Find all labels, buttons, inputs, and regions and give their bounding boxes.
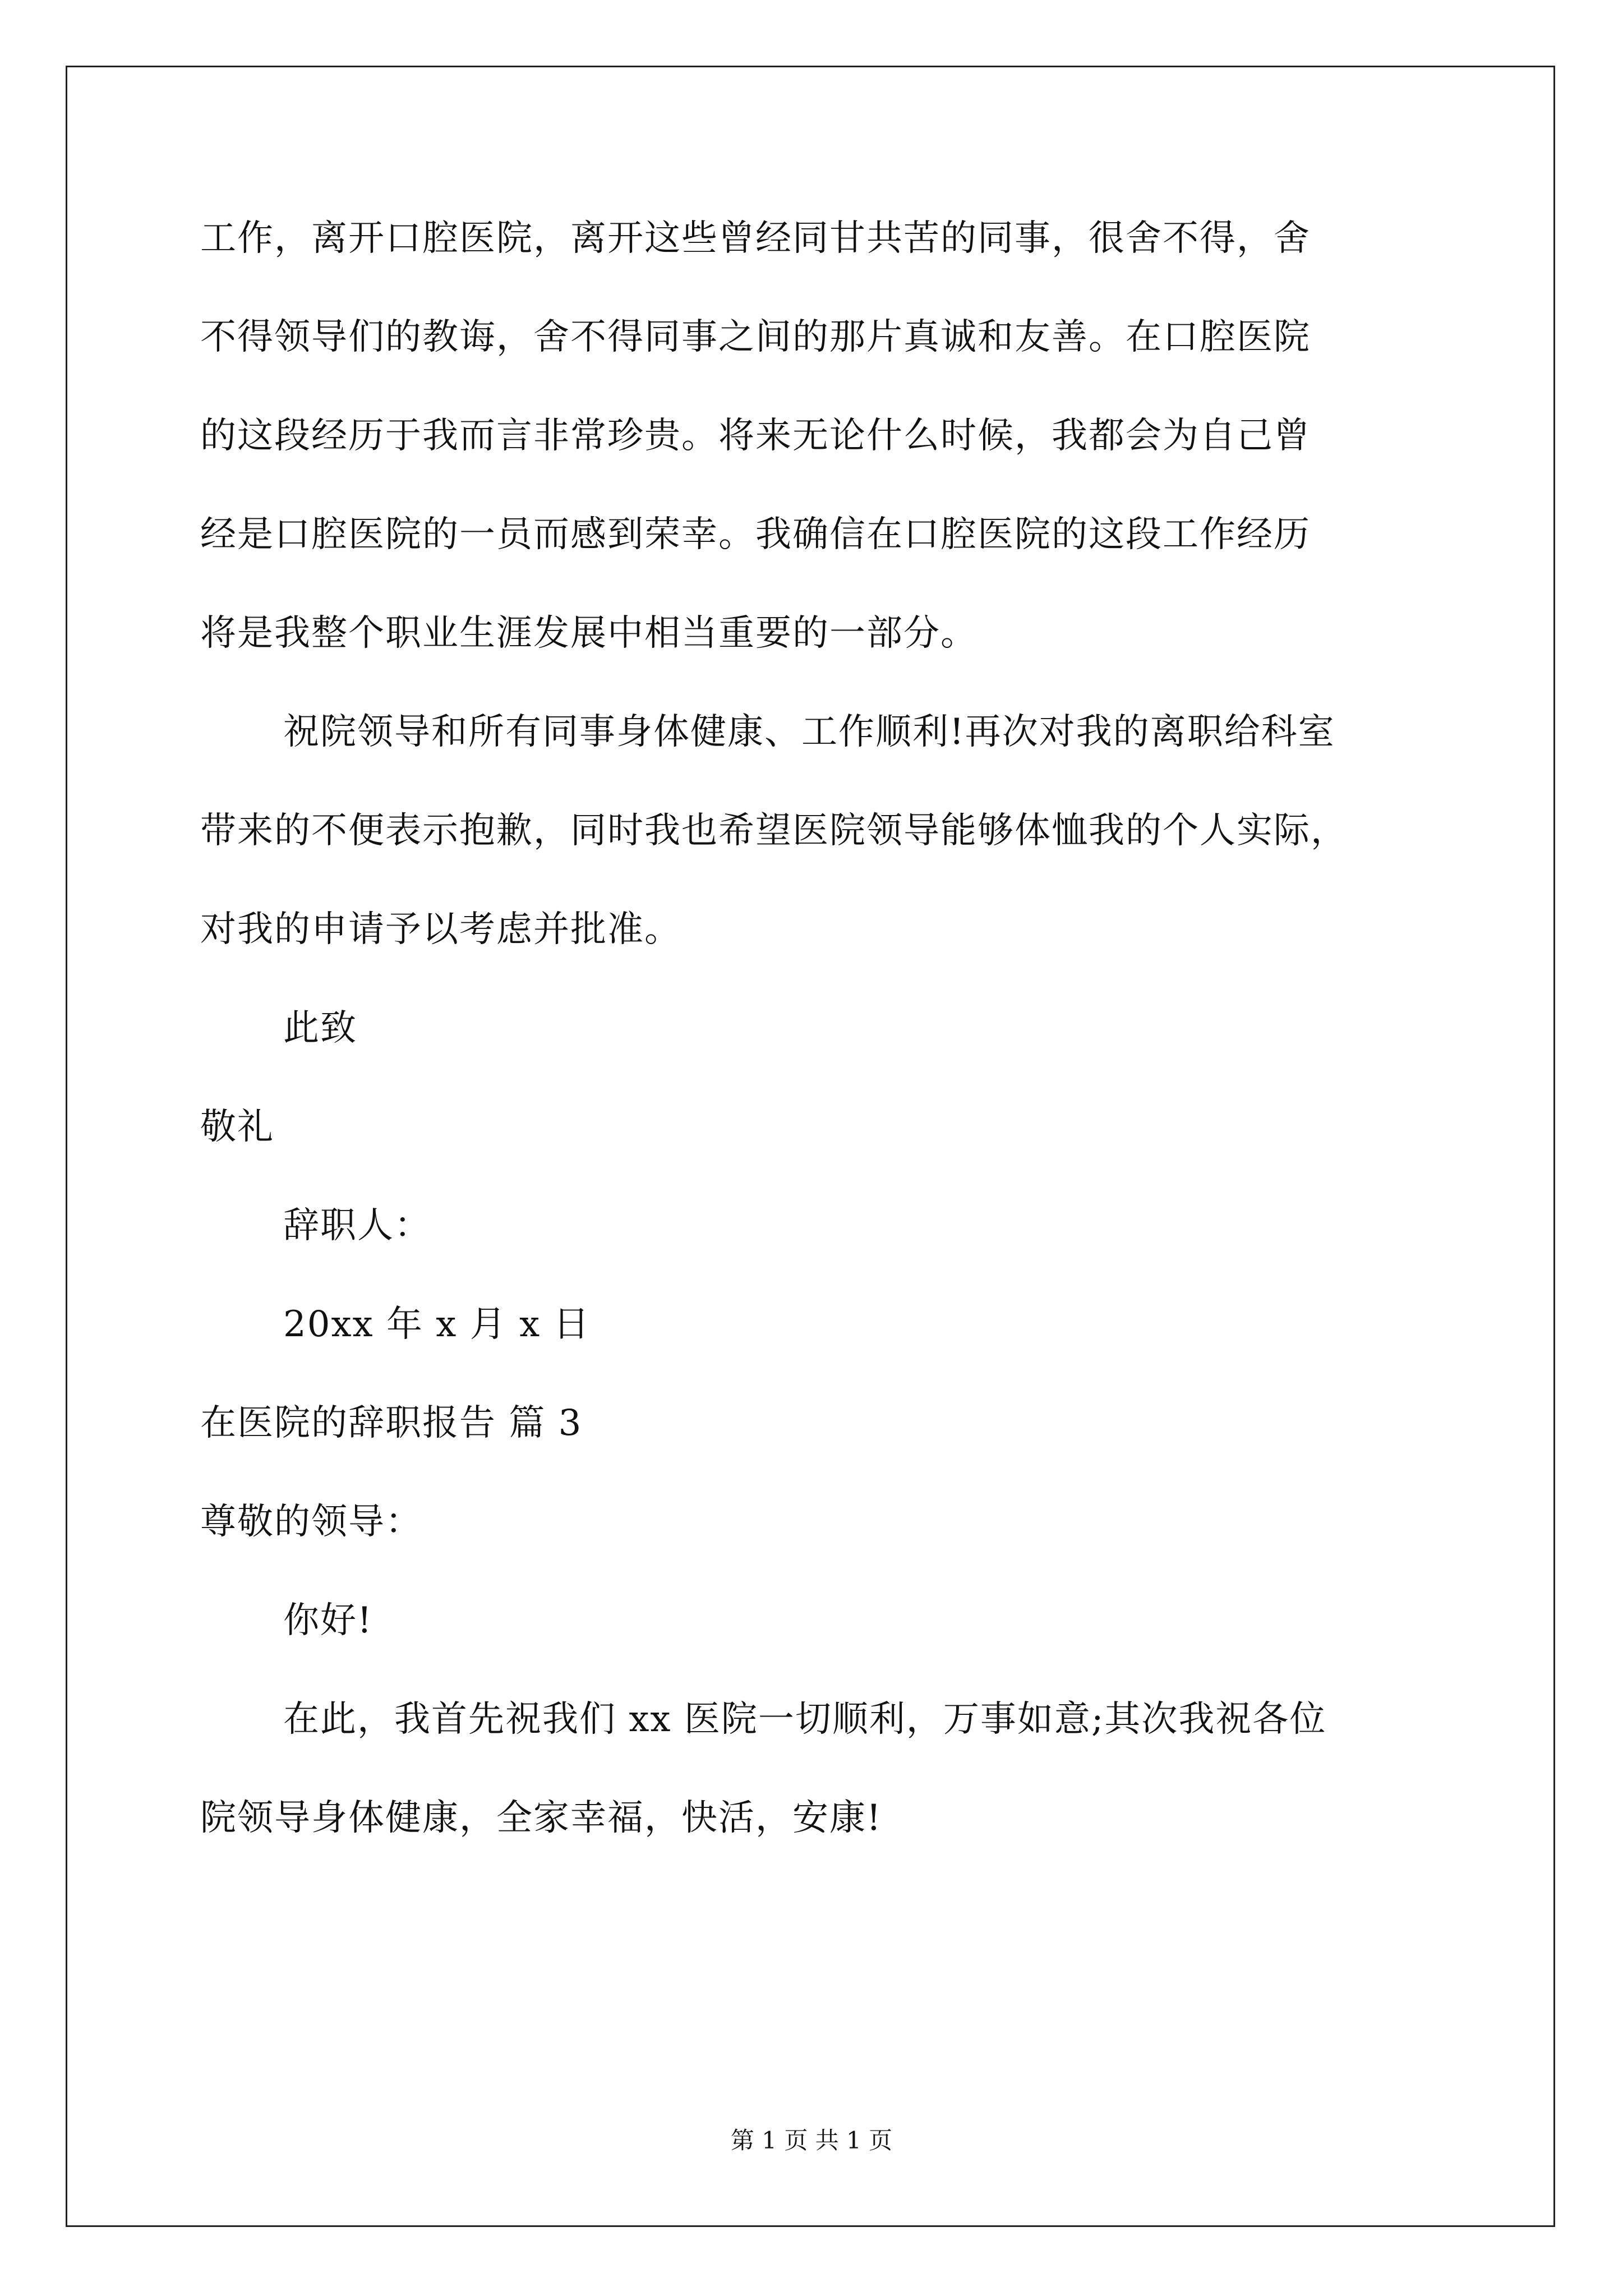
closing-regards: 敬礼 xyxy=(200,1106,274,1148)
paragraph-line: 经是口腔医院的一员而感到荣幸。我确信在口腔医院的这段工作经历 xyxy=(200,514,1311,555)
paragraph-line: 带来的不便表示抱歉，同时我也希望医院领导能够体恤我的个人实际， xyxy=(200,810,1348,852)
paragraph-line: 不得领导们的教诲，舍不得同事之间的那片真诚和友善。在口腔医院 xyxy=(200,316,1311,358)
paragraph-line: 对我的申请予以考虑并批准。 xyxy=(200,909,681,950)
signature-date: 20xx 年 x 月 x 日 xyxy=(283,1304,591,1345)
page-number-footer: 第 1 页 共 1 页 xyxy=(730,2127,893,2154)
paragraph-line: 将是我整个职业生涯发展中相当重要的一部分。 xyxy=(200,613,978,654)
paragraph-line: 的这段经历于我而言非常珍贵。将来无论什么时候，我都会为自己曾 xyxy=(200,415,1311,457)
paragraph-line: 工作，离开口腔医院，离开这些曾经同甘共苦的同事，很舍不得，舍 xyxy=(200,218,1311,259)
paragraph-line: 在此，我首先祝我们 xx 医院一切顺利，万事如意;其次我祝各位 xyxy=(283,1699,1327,1740)
greeting: 你好! xyxy=(283,1600,373,1641)
paragraph-line: 祝院领导和所有同事身体健康、工作顺利!再次对我的离职给科室 xyxy=(283,711,1335,753)
document-body xyxy=(200,213,1440,1843)
paragraph-line: 院领导身体健康，全家幸福，快活，安康! xyxy=(200,1797,882,1839)
section-heading: 在医院的辞职报告 篇 3 xyxy=(200,1402,583,1444)
closing-salutation: 此致 xyxy=(283,1007,357,1049)
letter-salutation: 尊敬的领导： xyxy=(200,1501,422,1543)
signature-label: 辞职人： xyxy=(283,1205,431,1246)
